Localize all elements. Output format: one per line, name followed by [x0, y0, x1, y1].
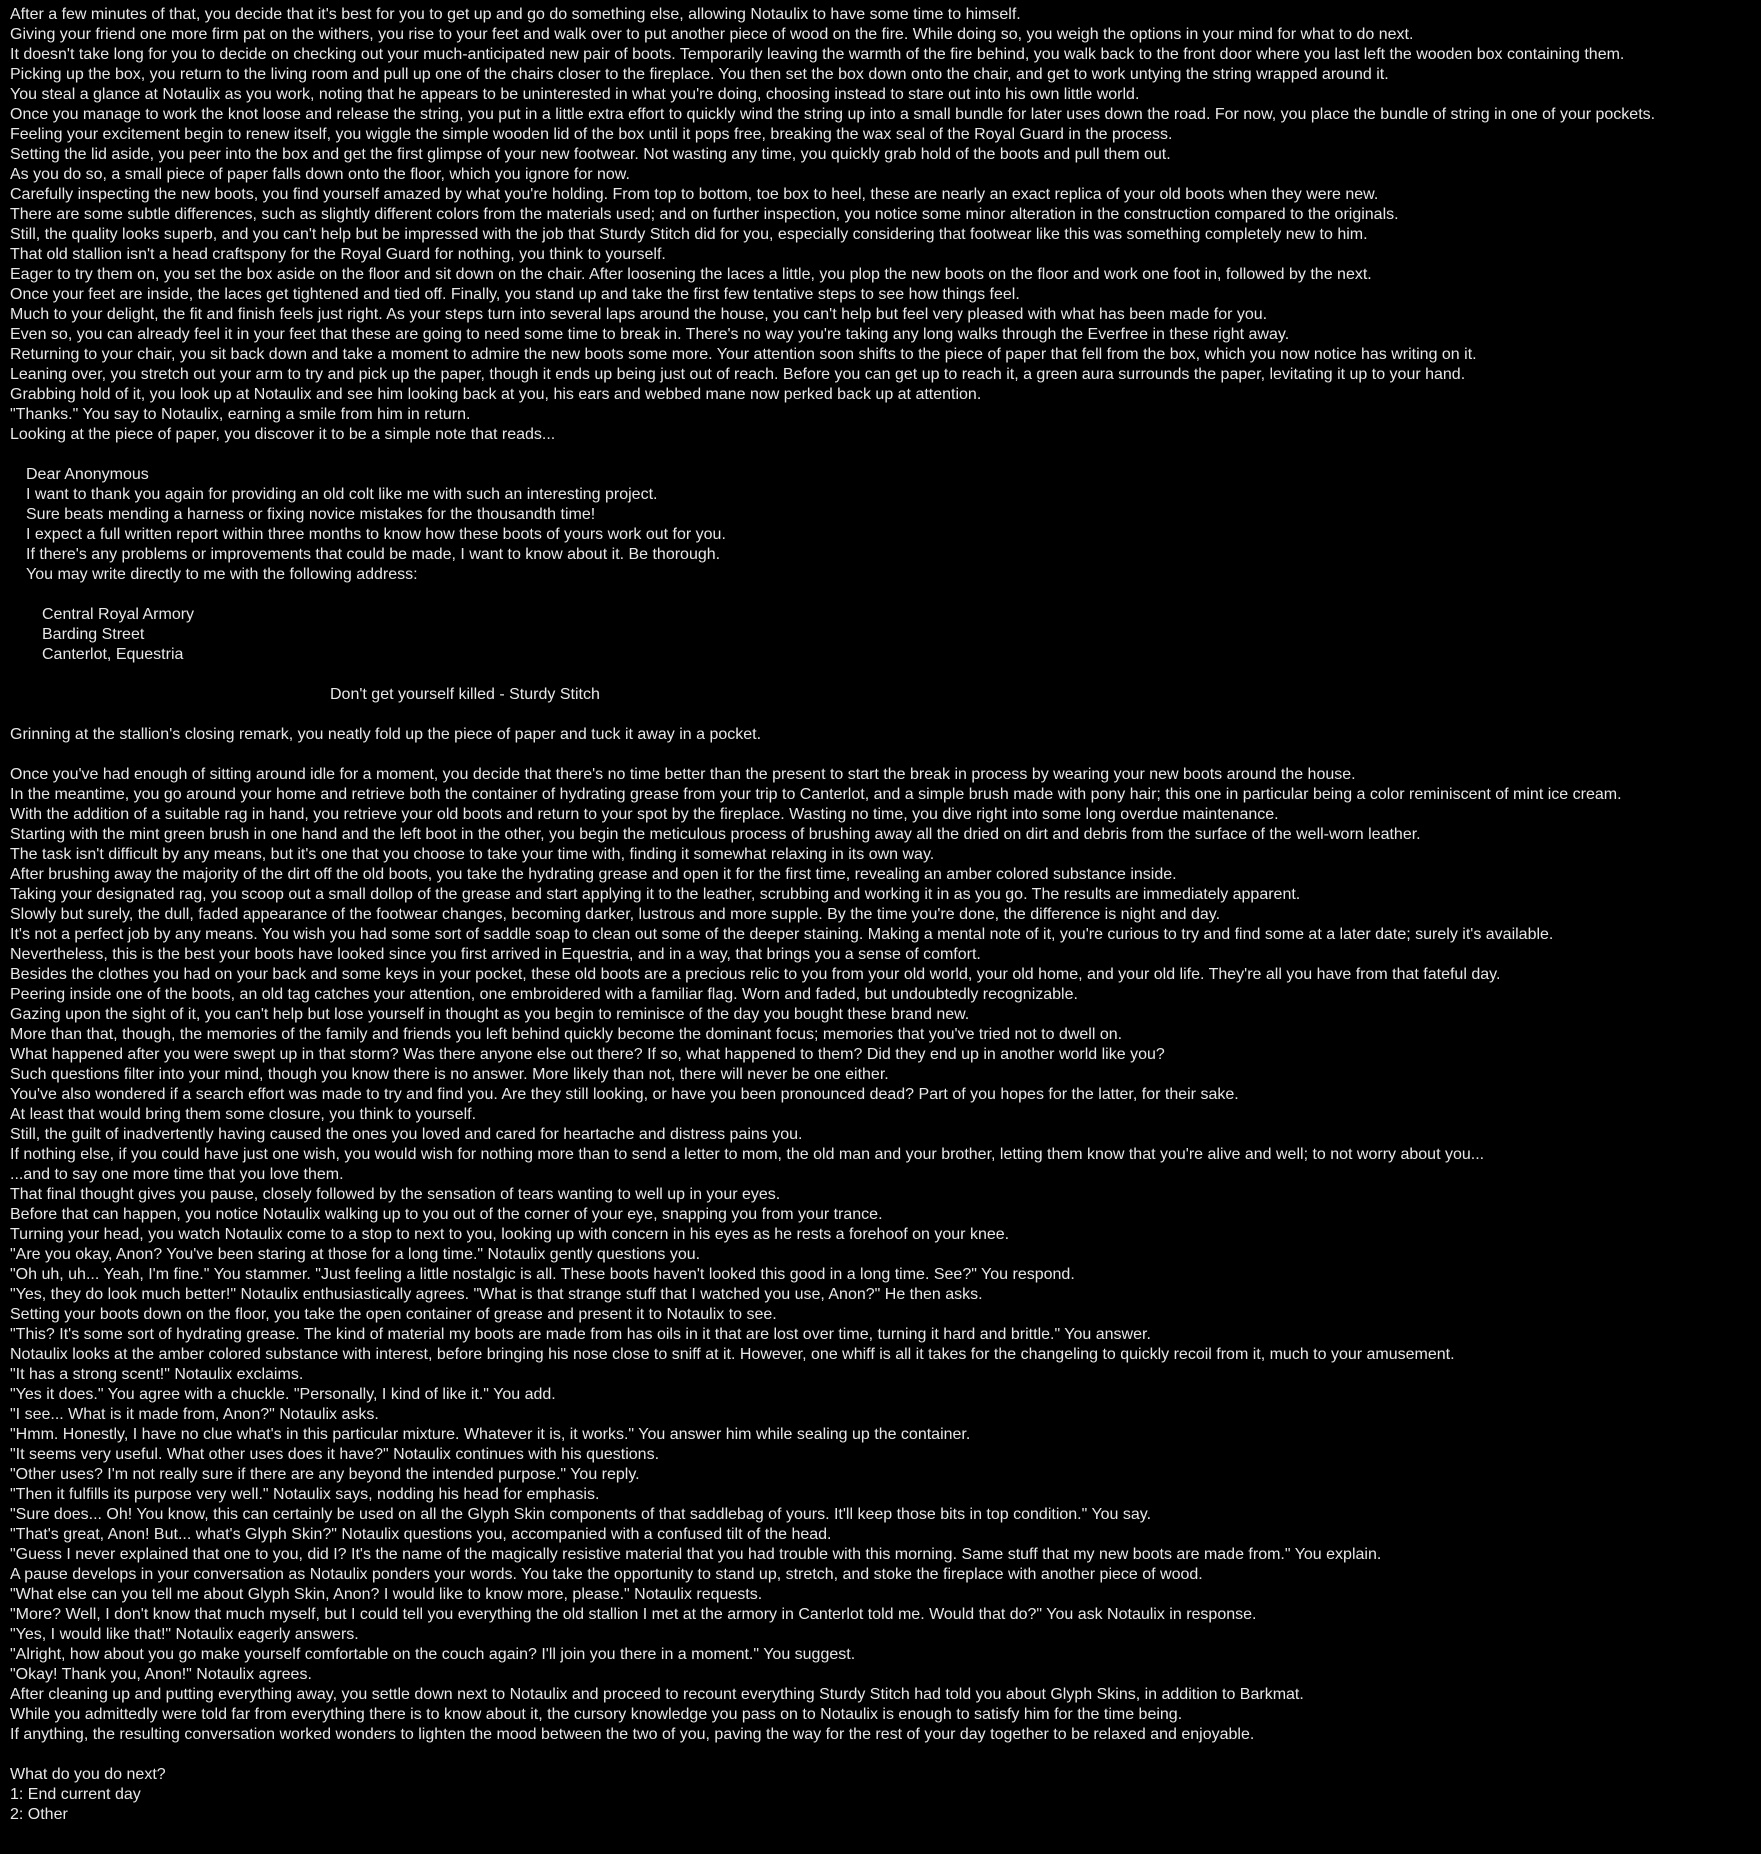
address-line: Central Royal Armory: [42, 606, 195, 623]
choice-list: [10, 1785, 1755, 1825]
note-line: Sure beats mending a harness or fixing novice mistakes for the thousandth time!: [26, 506, 596, 523]
story-line: "That's great, Anon! But... what's Glyph Skin?" Notaulix questions you, accompanied with a confused tilt of the head.: [10, 1526, 832, 1543]
story-line: Still, the guilt of inadvertently having caused the ones you loved and cared for heartache and distress pains you.: [10, 1126, 803, 1143]
note-line: Dear Anonymous: [26, 466, 149, 483]
story-line: Starting with the mint green brush in one hand and the left boot in the other, you begin the meticulous process of brushing away all the dried on dirt and debris from the surface of the well-worn leather.: [10, 826, 1421, 843]
story-line: Grinning at the stallion's closing remark, you neatly fold up the piece of paper and tuck it away in a pocket.: [10, 726, 762, 743]
choice-option[interactable]: 2: Other: [10, 1806, 68, 1823]
story-line: "It seems very useful. What other uses does it have?" Notaulix continues with his questions.: [10, 1446, 660, 1463]
story-line: After brushing away the majority of the dirt off the old boots, you take the hydrating grease and open it for the first time, revealing an amber colored substance inside.: [10, 866, 1177, 883]
story-line: If anything, the resulting conversation worked wonders to lighten the mood between the two of you, paving the way for the rest of your day together to be relaxed and enjoyable.: [10, 1726, 1255, 1743]
story-line: Much to your delight, the fit and finish feels just right. As your steps turn into several laps around the house, you can't help but feel very pleased with what has been made for you.: [10, 306, 1268, 323]
story-line: If nothing else, if you could have just one wish, you would wish for nothing more than to send a letter to mom, the old man and your brother, letting them know that you're alive and well; to not worry about you...: [10, 1146, 1485, 1163]
story-line: "What else can you tell me about Glyph Skin, Anon? I would like to know more, please." Notaulix requests.: [10, 1586, 763, 1603]
story-line: ...and to say one more time that you love them.: [10, 1166, 344, 1183]
story-line: Leaning over, you stretch out your arm to try and pick up the paper, though it ends up being just out of reach. Before you can get up to reach it, a green aura surrounds the paper, levitating it up to your hand.: [10, 366, 1466, 383]
address-line: Barding Street: [42, 626, 145, 643]
story-line: "Yes, I would like that!" Notaulix eagerly answers.: [10, 1626, 359, 1643]
story-line: "Sure does... Oh! You know, this can certainly be used on all the Glyph Skin components of that saddlebag of yours. It'll keep those bits in top condition." You say.: [10, 1506, 1152, 1523]
blank-line: [10, 665, 1755, 685]
story-line: Notaulix looks at the amber colored substance with interest, before bringing his nose close to sniff at it. However, one whiff is all it takes for the changeling to quickly recoil from it, much to your amusement.: [10, 1346, 1455, 1363]
note-line: You may write directly to me with the following address:: [26, 566, 418, 583]
story-line: You've also wondered if a search effort was made to try and find you. Are they still looking, or have you been pronounced dead? Part of you hopes for the latter, for their sake.: [10, 1086, 1239, 1103]
story-line: "Guess I never explained that one to you, did I? It's the name of the magically resistive material that you had trouble with this morning. Same stuff that my new boots are made from." You explain.: [10, 1546, 1382, 1563]
story-line: "I see... What is it made from, Anon?" Notaulix asks.: [10, 1406, 379, 1423]
story-line: "Hmm. Honestly, I have no clue what's in this particular mixture. Whatever it is, it works." You answer him while sealing up the container.: [10, 1426, 971, 1443]
story-line: Peering inside one of the boots, an old tag catches your attention, one embroidered with a familiar flag. Worn and faded, but undoubtedly recognizable.: [10, 986, 1078, 1003]
address-line: Canterlot, Equestria: [42, 646, 184, 663]
story-line: Even so, you can already feel it in your feet that these are going to need some time to break in. There's no way you're taking any long walks through the Everfree in these right away.: [10, 326, 1290, 343]
story-line: Still, the quality looks superb, and you can't help but be impressed with the job that Sturdy Stitch did for you, especially considering that footwear like this was something completely new to him.: [10, 226, 1368, 243]
story-line: It's not a perfect job by any means. You wish you had some sort of saddle soap to clean out some of the deeper staining. Making a mental note of it, you're curious to try and find some at a later date; surely it's available.: [10, 926, 1554, 943]
story-line: "More? Well, I don't know that much myself, but I could tell you everything the old stallion I met at the armory in Canterlot told me. Would that do?" You ask Notaulix in response.: [10, 1606, 1257, 1623]
story-line: Picking up the box, you return to the living room and pull up one of the chairs closer to the fireplace. You then set the box down onto the chair, and get to work untying the string wrapped around it.: [10, 66, 1389, 83]
story-line: "This? It's some sort of hydrating grease. The kind of material my boots are made from has oils in it that are lost over time, turning it hard and brittle." You answer.: [10, 1326, 1151, 1343]
story-line: Setting the lid aside, you peer into the box and get the first glimpse of your new footwear. Not wasting any time, you quickly grab hold of the boots and pull them out.: [10, 146, 1171, 163]
letter-signoff: Don't get yourself killed - Sturdy Stitch: [330, 686, 600, 703]
story-line: It doesn't take long for you to decide on checking out your much-anticipated new pair of boots. Temporarily leaving the warmth of the fire behind, you walk back to the front door where you last left the wooden box containing them.: [10, 46, 1625, 63]
story-line: "Alright, how about you go make yourself comfortable on the couch again? I'll join you there in a moment." You suggest.: [10, 1646, 856, 1663]
blank-line: [10, 745, 1755, 765]
story-line: Feeling your excitement begin to renew itself, you wiggle the simple wooden lid of the box until it pops free, breaking the wax seal of the Royal Guard in the process.: [10, 126, 1173, 143]
story-line: "Are you okay, Anon? You've been staring at those for a long time." Notaulix gently questions you.: [10, 1246, 701, 1263]
story-line: As you do so, a small piece of paper falls down onto the floor, which you ignore for now.: [10, 166, 630, 183]
story-line: Once you manage to work the knot loose and release the string, you put in a little extra effort to quickly wind the string up into a small bundle for later uses down the road. For now, you place the bundle of string in one of your pockets.: [10, 106, 1656, 123]
story-line: Once you've had enough of sitting around idle for a moment, you decide that there's no time better than the present to start the break in process by wearing your new boots around the house.: [10, 766, 1356, 783]
story-line: "Thanks." You say to Notaulix, earning a smile from him in return.: [10, 406, 471, 423]
story-line: "Okay! Thank you, Anon!" Notaulix agrees.: [10, 1666, 312, 1683]
story-line: "Yes it does." You agree with a chuckle. "Personally, I kind of like it." You add.: [10, 1386, 556, 1403]
story-line: You steal a glance at Notaulix as you work, noting that he appears to be uninterested in what you're doing, choosing instead to stare out into his own little world.: [10, 86, 1140, 103]
letter-note: [10, 465, 1755, 585]
story-line: After cleaning up and putting everything away, you settle down next to Notaulix and proceed to recount everything Sturdy Stitch had told you about Glyph Skins, in addition to Barkmat.: [10, 1686, 1304, 1703]
story-line: While you admittedly were told far from everything there is to know about it, the cursory knowledge you pass on to Notaulix is enough to satisfy him for the time being.: [10, 1706, 1183, 1723]
choice-option[interactable]: 1: End current day: [10, 1786, 141, 1803]
story-line: "It has a strong scent!" Notaulix exclaims.: [10, 1366, 304, 1383]
story-line: Carefully inspecting the new boots, you find yourself amazed by what you're holding. From top to bottom, toe box to heel, these are nearly an exact replica of your old boots when they were new.: [10, 186, 1379, 203]
story-line: In the meantime, you go around your home and retrieve both the container of hydrating grease from your trip to Canterlot, and a simple brush made with pony hair; this one in particular being a color reminiscent of mint ice cream.: [10, 786, 1622, 803]
blank-line: [10, 445, 1755, 465]
story-line: Nevertheless, this is the best your boots have looked since you first arrived in Equestria, and in a way, that brings you a sense of comfort.: [10, 946, 981, 963]
blank-line: [10, 585, 1755, 605]
story-paragraph-2: [10, 725, 1755, 745]
story-line: Before that can happen, you notice Notaulix walking up to you out of the corner of your eye, snapping you from your trance.: [10, 1206, 883, 1223]
story-line: "Oh uh, uh... Yeah, I'm fine." You stammer. "Just feeling a little nostalgic is all. These boots haven't looked this good in a long time. See?" You respond.: [10, 1266, 1075, 1283]
story-line: "Then it fulfills its purpose very well." Notaulix says, nodding his head for emphasis.: [10, 1486, 600, 1503]
story-line: What happened after you were swept up in that storm? Was there anyone else out there? If so, what happened to them? Did they end up in another world like you?: [10, 1046, 1165, 1063]
story-line: Giving your friend one more firm pat on the withers, you rise to your feet and walk over to put another piece of wood on the fire. While doing so, you weigh the options in your mind for what to do next.: [10, 26, 1414, 43]
story-line: That old stallion isn't a head craftspony for the Royal Guard for nothing, you think to yourself.: [10, 246, 666, 263]
story-paragraph-3: [10, 765, 1755, 1745]
story-line: Turning your head, you watch Notaulix come to a stop to next to you, looking up with concern in his eyes as he rests a forehoof on your knee.: [10, 1226, 1010, 1243]
story-line: At least that would bring them some closure, you think to yourself.: [10, 1106, 477, 1123]
story-line: Taking your designated rag, you scoop out a small dollop of the grease and start applying it to the leather, scrubbing and working it in as you go. The results are immediately apparent.: [10, 886, 1301, 903]
story-line: Eager to try them on, you set the box aside on the floor and sit down on the chair. After loosening the laces a little, you plop the new boots on the floor and work one foot in, followed by the next.: [10, 266, 1372, 283]
letter-address: [10, 605, 1755, 665]
story-line: With the addition of a suitable rag in hand, you retrieve your old boots and return to your spot by the fireplace. Wasting no time, you dive right into some long overdue maintenance.: [10, 806, 1279, 823]
story-line: Grabbing hold of it, you look up at Notaulix and see him looking back at you, his ears and webbed mane now perked back up at attention.: [10, 386, 982, 403]
story-line: Once your feet are inside, the laces get tightened and tied off. Finally, you stand up and take the first few tentative steps to see how things feel.: [10, 286, 1020, 303]
story-line: Besides the clothes you had on your back and some keys in your pocket, these old boots are a precious relic to you from your old world, your old home, and your old life. They're all you have from that fateful day.: [10, 966, 1501, 983]
story-line: "Other uses? I'm not really sure if there are any beyond the intended purpose." You reply.: [10, 1466, 640, 1483]
next-action-prompt: What do you do next?: [10, 1766, 166, 1783]
story-line: Slowly but surely, the dull, faded appearance of the footwear changes, becoming darker, lustrous and more supple. By the time you're done, the difference is night and day.: [10, 906, 1221, 923]
story-line: "Yes, they do look much better!" Notaulix enthusiastically agrees. "What is that strange stuff that I watched you use, Anon?" He then asks.: [10, 1286, 983, 1303]
story-line: Gazing upon the sight of it, you can't help but lose yourself in thought as you begin to reminisce of the day you bought these brand new.: [10, 1006, 970, 1023]
note-line: I expect a full written report within three months to know how these boots of yours work out for you.: [26, 526, 726, 543]
game-text-output: [10, 5, 1755, 1825]
blank-line: [10, 705, 1755, 725]
story-line: Such questions filter into your mind, though you know there is no answer. More likely than not, there will never be one either.: [10, 1066, 889, 1083]
story-line: That final thought gives you pause, closely followed by the sensation of tears wanting to well up in your eyes.: [10, 1186, 781, 1203]
story-line: The task isn't difficult by any means, but it's one that you choose to take your time with, finding it somewhat relaxing in its own way.: [10, 846, 935, 863]
note-line: I want to thank you again for providing an old colt like me with such an interesting project.: [26, 486, 658, 503]
blank-line: [10, 1745, 1755, 1765]
story-line: Setting your boots down on the floor, you take the open container of grease and present it to Notaulix to see.: [10, 1306, 777, 1323]
story-line: After a few minutes of that, you decide that it's best for you to get up and go do something else, allowing Notaulix to have some time to himself.: [10, 6, 1021, 23]
note-line: If there's any problems or improvements that could be made, I want to know about it. Be thorough.: [26, 546, 721, 563]
story-line: A pause develops in your conversation as Notaulix ponders your words. You take the opportunity to stand up, stretch, and stoke the fireplace with another piece of wood.: [10, 1566, 1203, 1583]
story-paragraph-1: [10, 5, 1755, 445]
story-line: There are some subtle differences, such as slightly different colors from the materials used; and on further inspection, you notice some minor alteration in the construction compared to the originals.: [10, 206, 1399, 223]
story-line: Looking at the piece of paper, you discover it to be a simple note that reads...: [10, 426, 556, 443]
story-line: More than that, though, the memories of the family and friends you left behind quickly become the dominant focus; memories that you've tried not to dwell on.: [10, 1026, 1123, 1043]
story-line: Returning to your chair, you sit back down and take a moment to admire the new boots some more. Your attention soon shifts to the piece of paper that fell from the box, which you now notice has writing on it.: [10, 346, 1477, 363]
